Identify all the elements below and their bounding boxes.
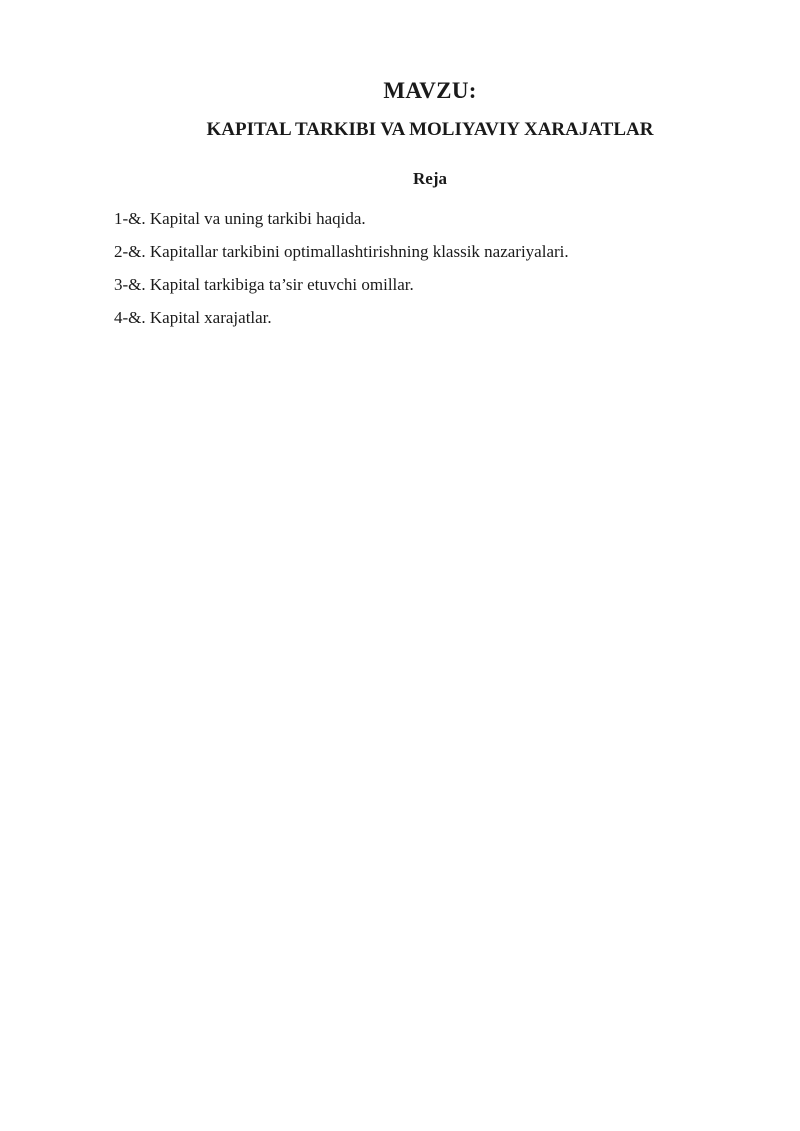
document-subtitle: KAPITAL TARKIBI VA MOLIYAVIY XARAJATLAR <box>206 119 654 140</box>
plan-heading: Reja <box>413 169 447 188</box>
plan-item-4: 4-&. Kapital xarajatlar. <box>114 308 272 327</box>
plan-list <box>114 207 569 339</box>
plan-item-2: 2-&. Kapitallar tarkibini optimallashtirishning klassik nazariyalari. <box>114 242 569 261</box>
plan-item-3: 3-&. Kapital tarkibiga ta’sir etuvchi omillar. <box>114 275 414 294</box>
plan-item-1: 1-&. Kapital va uning tarkibi haqida. <box>114 209 366 228</box>
document-title: MAVZU: <box>383 78 477 103</box>
